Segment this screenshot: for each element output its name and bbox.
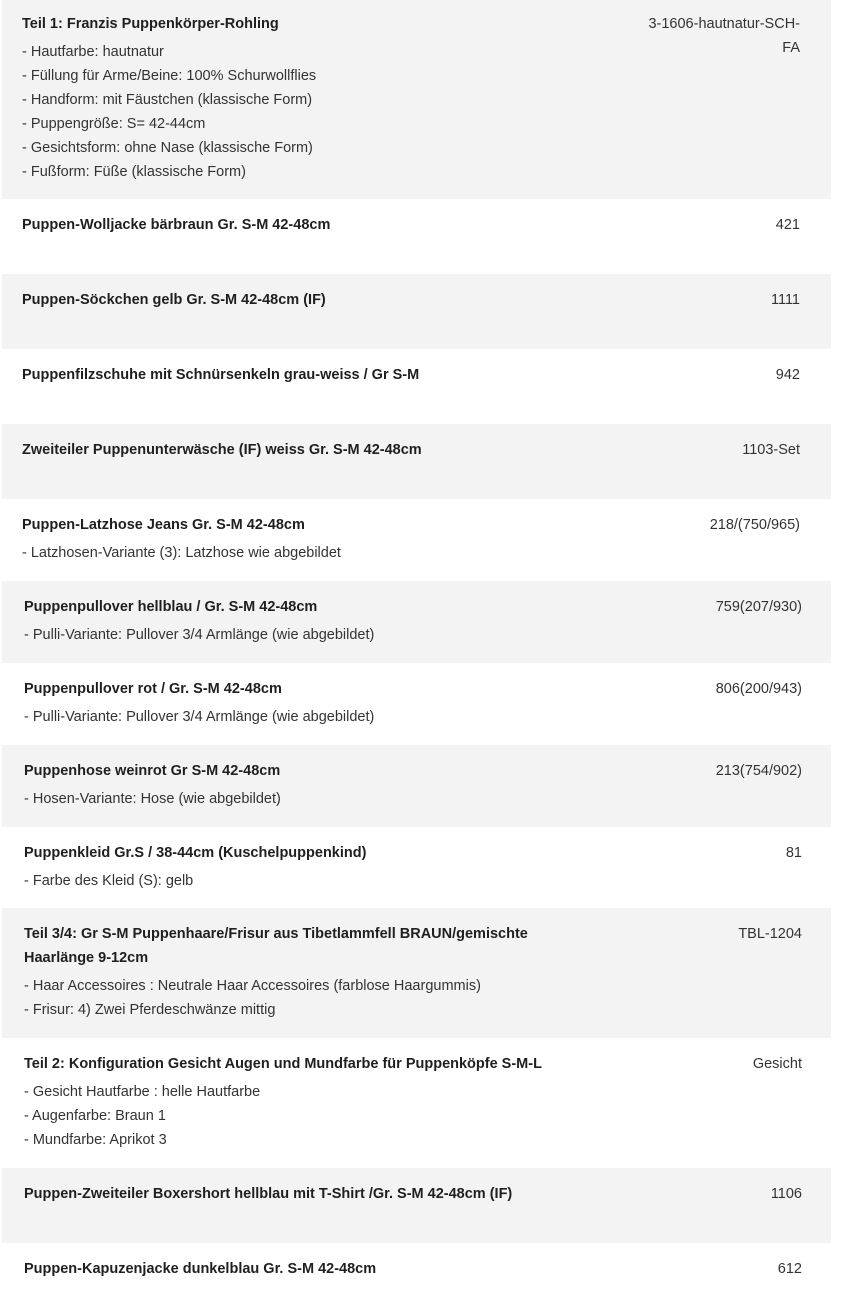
item-sku: TBL-1204 — [738, 926, 802, 942]
item-title: Puppen-Kapuzenjacke dunkelblau Gr. S-M 42-48cm — [24, 1261, 377, 1277]
item-option: - Hosen-Variante: Hose (wie abgebildet) — [24, 791, 281, 807]
list-item — [2, 827, 831, 908]
item-options — [24, 623, 624, 647]
item-option: - Pulli-Variante: Pullover 3/4 Armlänge (wie abgebildet) — [24, 709, 375, 725]
item-option: - Mundfarbe: Aprikot 3 — [24, 1132, 167, 1148]
item-options — [24, 974, 624, 1022]
list-item — [2, 663, 831, 745]
item-sku: Gesicht — [752, 1056, 802, 1072]
item-option: - Frisur: 4) Zwei Pferdeschwänze mittig — [24, 1002, 276, 1018]
item-option: - Latzhosen-Variante (3): Latzhose wie abgebildet — [22, 545, 341, 561]
item-title: Teil 2: Konfiguration Gesicht Augen und Mundfarbe für Puppenköpfe S-M-L — [24, 1056, 542, 1072]
item-sku: 81 — [785, 845, 802, 861]
item-option: - Farbe des Kleid (S): gelb — [24, 873, 194, 889]
item-sku: 213(754/902) — [715, 763, 802, 779]
item-title: Puppenkleid Gr.S / 38-44cm (Kuschelpuppenkind) — [24, 845, 367, 861]
item-option: - Gesichtsform: ohne Nase (klassische Form) — [22, 140, 313, 156]
item-options — [24, 869, 624, 893]
list-item — [2, 499, 831, 581]
item-title: Puppen-Söckchen gelb Gr. S-M 42-48cm (IF) — [22, 292, 326, 308]
list-item — [2, 424, 831, 499]
item-options — [24, 787, 624, 811]
item-title: Puppenhose weinrot Gr S-M 42-48cm — [24, 763, 281, 779]
item-options — [22, 541, 622, 565]
item-option: - Puppengröße: S= 42-44cm — [22, 116, 206, 132]
item-title: Puppen-Zweiteiler Boxershort hellblau mit T-Shirt /Gr. S-M 42-48cm (IF) — [24, 1186, 513, 1202]
item-option: - Haar Accessoires : Neutrale Haar Accessoires (farblose Haargummis) — [24, 978, 481, 994]
list-item — [2, 581, 831, 663]
item-sku: 806(200/943) — [715, 681, 802, 697]
list-item — [2, 908, 831, 1038]
item-title: Puppenpullover hellblau / Gr. S-M 42-48cm — [24, 599, 318, 615]
item-option: - Augenfarbe: Braun 1 — [24, 1108, 166, 1124]
item-sku: 3-1606-hautnatur-SCH- FA — [648, 16, 800, 56]
list-item — [2, 745, 831, 827]
item-sku: 421 — [775, 217, 800, 233]
item-option: - Gesicht Hautfarbe : helle Hautfarbe — [24, 1084, 261, 1100]
item-sku: 612 — [777, 1261, 802, 1277]
item-title: Puppen-Latzhose Jeans Gr. S-M 42-48cm — [22, 517, 305, 533]
item-option: - Fußform: Füße (klassische Form) — [22, 164, 246, 180]
item-option: - Pulli-Variante: Pullover 3/4 Armlänge (wie abgebildet) — [24, 627, 375, 643]
list-item — [2, 199, 831, 274]
item-sku: 1111 — [770, 292, 800, 308]
item-option: - Handform: mit Fäustchen (klassische Form) — [22, 92, 313, 108]
item-title: Puppenfilzschuhe mit Schnürsenkeln grau-weiss / Gr S-M — [22, 367, 420, 383]
list-item — [2, 1038, 831, 1168]
item-option: - Hautfarbe: hautnatur — [22, 44, 164, 60]
item-sku: 218/(750/965) — [709, 517, 800, 533]
list-item — [2, 0, 831, 199]
item-options — [24, 1080, 624, 1152]
item-title: Puppenpullover rot / Gr. S-M 42-48cm — [24, 681, 282, 697]
item-sku: 1103-Set — [742, 442, 800, 458]
list-item — [2, 1168, 831, 1243]
item-options — [22, 40, 622, 184]
item-sku: 942 — [775, 367, 800, 383]
list-item — [2, 349, 831, 424]
list-item — [2, 274, 831, 349]
item-title: Teil 3/4: Gr S-M Puppenhaare/Frisur aus Tibetlammfell BRAUN/gemischte Haarlänge 9-12cm — [24, 926, 528, 966]
item-title: Teil 1: Franzis Puppenkörper-Rohling — [22, 16, 279, 32]
item-option: - Füllung für Arme/Beine: 100% Schurwollflies — [22, 68, 317, 84]
list-item — [2, 1243, 831, 1312]
item-sku: 759(207/930) — [715, 599, 802, 615]
item-sku: 1106 — [770, 1186, 802, 1202]
item-title: Puppen-Wolljacke bärbraun Gr. S-M 42-48cm — [22, 217, 331, 233]
item-title: Zweiteiler Puppenunterwäsche (IF) weiss Gr. S-M 42-48cm — [22, 442, 422, 458]
item-options — [24, 705, 624, 729]
